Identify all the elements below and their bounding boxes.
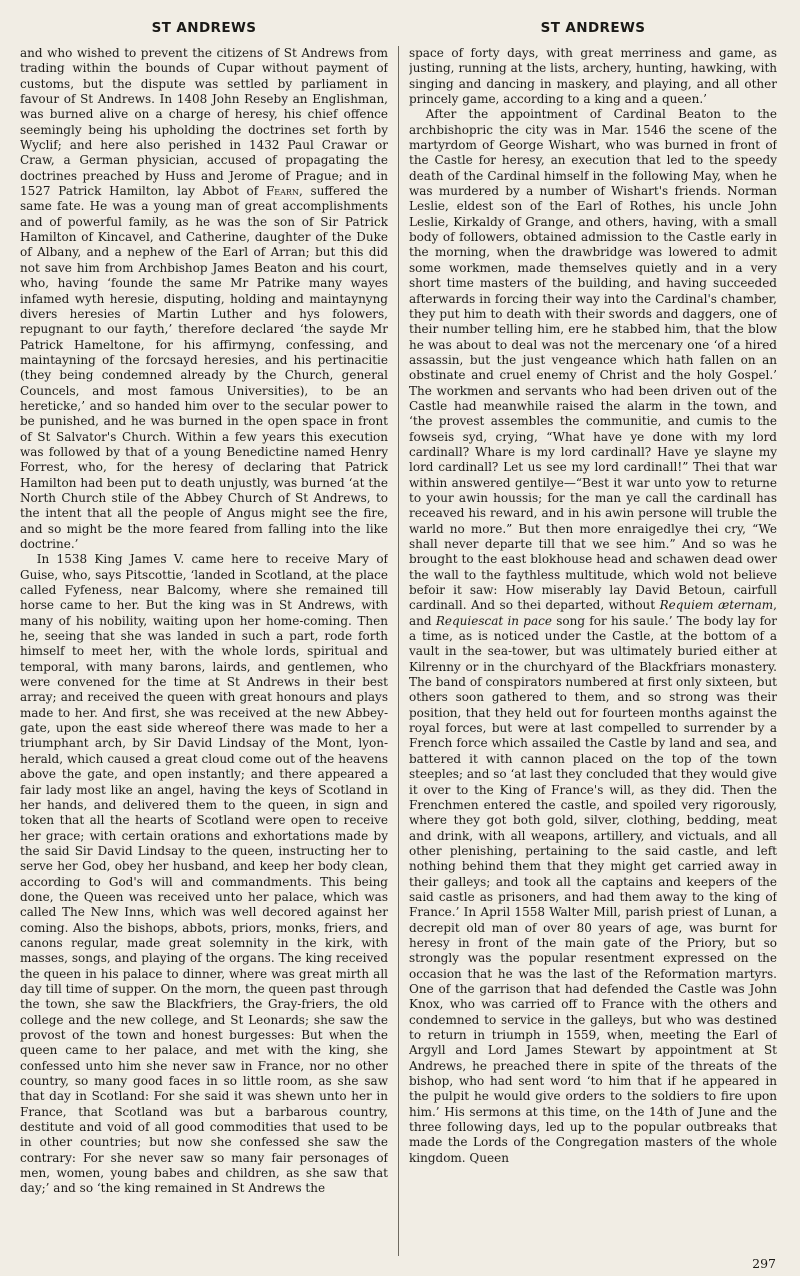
left-running-head: ST ANDREWS xyxy=(151,20,257,36)
requiescat-italic: Requiescat in pace xyxy=(435,613,552,628)
column-divider xyxy=(398,46,399,1256)
right-paragraph-1: space of forty days, with great merriness and game, as justing, running at the lists, archery, hunting, hawking, with singing and dancing in maskery, and playing, and all other princely game, according to a king and a queen.’ xyxy=(409,46,777,107)
fearn-smallcaps: Fearn xyxy=(265,184,299,199)
right-paragraph-2: After the appointment of Cardinal Beaton to the archbishopric the city was in Mar. 1546 the scene of the martyrdom of George Wishart, who was burned in front of the Castle for heresy, an execution that led to the speedy death of the Cardinal himself in the following May, when he was murdered by a number of Wishart's friends. Norman Leslie, eldest son of the Earl of Rothes, his uncle John Leslie, Kirkaldy of Grange, and others, having, with a small body of followers, obtained admission to the Castle early in the morning, when the drawbridge was lowered to admit some workmen, made themselves quietly and in a very short time masters of the building, and having succeeded afterwards in forcing their way into the Cardinal's chamber, they put him to death with their swords and daggers, one of their number telling him, ere he stabbed him, that the blow he was about to deal was not the mercenary one ‘of a hired assassin, but the just vengeance which hath fallen on an obstinate and cruel enemy of Christ and the holy Gospel.’ The workmen and servants who had been driven out of the Castle had meanwhile raised the alarm in the town, and ‘the provest assembles the communitie, and cumis to the fowseis syd, crying, “What have ye done with my lord cardinall? Whare is my lord cardinall? Have ye slayne my lord cardinall? Let us see my lord cardinall!” Thei that war within answered gentilye—“Best it war unto yow to returne to your awin houssis; for the man ye call the cardinall has receaved his reward, and in his awin persone will truble the warld no more.” But then more enraigedlye thei cry, “We shall never departe till that we see him.” And so was he brought to the east blokhouse head and schawen dead ower the wall to the faythless multitude, which wold not believe befoir it saw: How miserably lay David Betoun, cairfull cardinall. And so thei departed, without Requiem æternam, and Requiescat in pace song for his saule.’ The body lay for a time, as is noticed under the Castle, at the bottom of a vault in the sea-tower, but was ultimately buried either at Kilrenny or in the churchyard of the Blackfriars monastery. The band of conspirators numbered at first only sixteen, but others soon gathered to them, and so strong was their position, that they held out for fourteen months against the royal forces, but were at last compelled to surrender by a French force which assailed the Castle by land and sea, and battered it with cannon placed on the top of the town steeples; and so ‘at last they concluded that they would give it over to the King of France's will, as they did. Then the Frenchmen entered the castle, and spoiled very rigorously, where they got both gold, silver, clothing, bedding, meat and drink, with all weapons, artillery, and victuals, and all other plenishing, pertaining to the said castle, and left nothing behind them that they might get carried away in their galleys; and took all the captains and keepers of the said castle as prisoners, and had them away to the king of France.’ In April 1558 Walter Mill, parish priest of Lunan, a decrepit old man of over 80 years of age, was burnt for heresy in front of the main gate of the Priory, but so strongly was the popular resentment expressed on the occasion that he was the last of the Reformation martyrs. One of the garrison that had defended the Castle was John Knox, who was carried off to France with the others and condemned to service in the galleys, but who was destined to return in triumph in 1559, when, meeting the Earl of Argyll and Lord James Stewart by appointment at St Andrews, he preached there in spite of the threats of the bishop, who had sent word ‘to him that if he appeared in the pulpit he would give orders to the soldiers to fire upon him.’ His sermons at this time, on the 14th of June and the three following days, led up to the popular outbreaks that made the Lords of the Congregation masters of the whole kingdom. Queen xyxy=(409,107,777,1165)
left-column xyxy=(20,46,388,1258)
page-number: 297 xyxy=(752,1256,776,1271)
requiem-italic: Requiem æternam xyxy=(659,598,774,613)
right-column xyxy=(409,46,777,1258)
left-paragraph-2: In 1538 King James V. came here to receive Mary of Guise, who, says Pitscottie, ‘landed in Scotland, at the place called Fyfeness, near Balcomy, where she remained till horse came to her. But the king was in St Andrews, with many of his nobility, waiting upon her home-coming. Then he, seeing that she was landed in such a part, rode forth himself to meet her, with the whole lords, spiritual and temporal, with many barons, lairds, and gentlemen, who were convened for the time at St Andrews in their best array; and received the queen with great honours and plays made to her. And first, she was received at the new Abbey-gate, upon the east side whereof there was made to her a triumphant arch, by Sir David Lindsay of the Mont, lyon-herald, which caused a great cloud come out of the heavens above the gate, and open instantly; and there appeared a fair lady most like an angel, having the keys of Scotland in her hands, and delivered them to the queen, in sign and token that all the hearts of Scotland were open to receive her grace; with certain orations and exhortations made by the said Sir David Lindsay to the queen, instructing her to serve her God, obey her husband, and keep her body clean, according to God's will and commandments. This being done, the Queen was received unto her palace, which was called The New Inns, which was well decored against her coming. Also the bishops, abbots, priors, monks, friers, and canons regular, made great solemnity in the kirk, with masses, songs, and playing of the organs. The king received the queen in his palace to dinner, where was great mirth all day till time of supper. On the morn, the queen past through the town, she saw the Blackfriers, the Gray-friers, the old college and the new college, and St Leonards; she saw the provost of the town and honest burgesses: But when the queen came to her palace, and met with the king, she confessed unto him she never saw in France, nor no other country, so many good faces in so little room, as she saw that day in Scotland: For she said it was shewn unto her in France, that Scotland was but a barbarous country, destitute and void of all good commodities that used to be in other countries; but now she confessed she saw the contrary: For she never saw so many fair personages of men, women, young babes and children, as she saw that day;’ and so ‘the king remained in St Andrews the xyxy=(20,552,388,1196)
right-running-head: ST ANDREWS xyxy=(540,20,646,36)
left-paragraph-1: and who wished to prevent the citizens of St Andrews from trading within the bounds of Cupar without payment of customs, but the dispute was settled by parliament in favour of St Andrews. In 1408 John Reseby an Englishman, was burned alive on a charge of heresy, his chief offence seemingly being his upholding the doctrines set forth by Wyclif; and here also perished in 1432 Paul Crawar or Craw, a German physician, accused of propagating the doctrines preached by Huss and Jerome of Prague; and in 1527 Patrick Hamilton, lay Abbot of Fearn, suffered the same fate. He was a young man of great accomplishments and of powerful family, as he was the son of Sir Patrick Hamilton of Kincavel, and Catherine, daughter of the Duke of Albany, and a nephew of the Earl of Arran; but this did not save him from Archbishop James Beaton and his court, who, having ‘founde the same Mr Patrike many wayes infamed wyth heresie, disputing, holding and maintaynyng divers heresies of Martin Luther and hys folowers, repugnant to our fayth,’ therefore declared ‘the sayde Mr Patrick Hameltone, for his affirmyng, confessing, and maintayning of the forcsayd heresies, and his pertinacitie (they being condemned already by the Church, general Councels, and most famous Universities), to be an hereticke,’ and so handed him over to the secular power to be punished, and he was burned in the open space in front of St Salvator's Church. Within a few years this execution was followed by that of a young Benedictine named Henry Forrest, who, for the heresy of declaring that Patrick Hamilton had been put to death unjustly, was burned ‘at the North Church stile of the Abbey Church of St Andrews, to the intent that all the people of Angus might see the fire, and so might be the more feared from falling into the like doctrine.’ xyxy=(20,46,388,551)
